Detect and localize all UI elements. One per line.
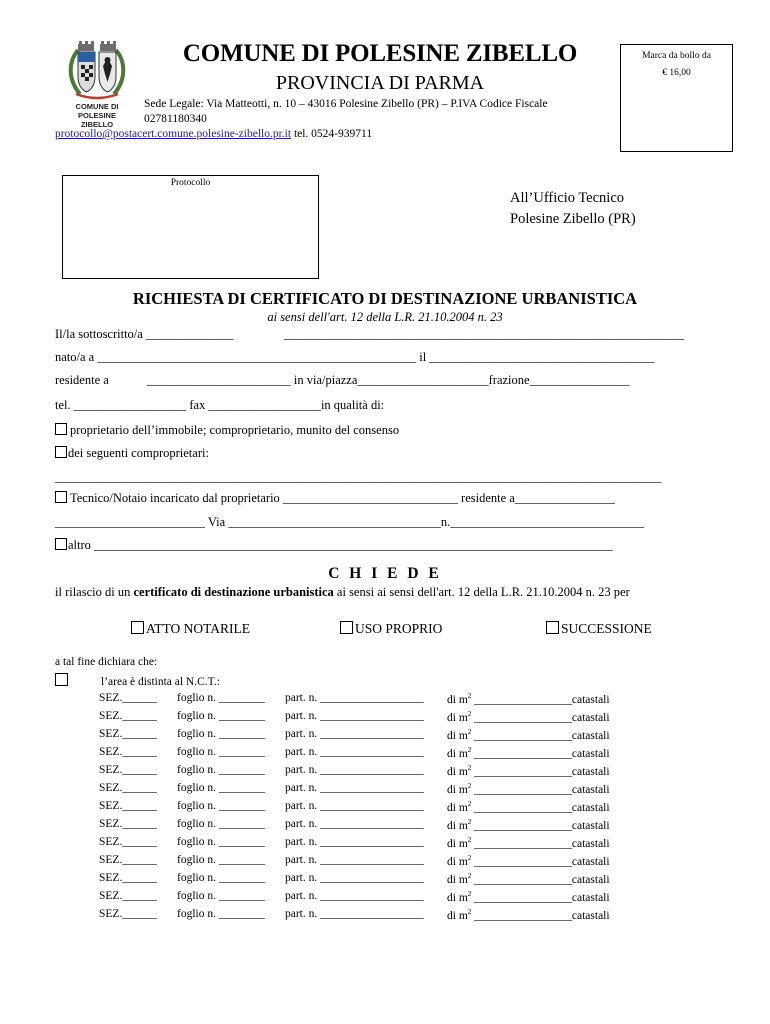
tecnico-checkbox[interactable] (55, 491, 67, 503)
area-unit-label: di m (447, 712, 468, 724)
sez-field[interactable]: SEZ.______ (99, 854, 157, 866)
foglio-field[interactable]: foglio n. ________ (177, 782, 265, 794)
nct-area-label: l’area è distinta al N.C.T.: (101, 676, 220, 688)
catastali-label: _________________catastali (471, 892, 610, 904)
recipient-line-1: All’Ufficio Tecnico (510, 190, 625, 206)
sottoscritto-fill-line[interactable]: ________________________________________________________________ (284, 327, 684, 341)
area-unit-label: di m (447, 892, 468, 904)
phone-fax-field[interactable]: tel. __________________ fax __________________in qualità di: (55, 398, 385, 412)
residence-address-field[interactable]: _______________________ in via/piazza_____________________frazione________________ (147, 373, 630, 387)
option-comproprietari-label: dei seguenti comproprietari: (68, 446, 209, 460)
area-unit-exponent: 2 (467, 782, 472, 790)
part-field[interactable]: part. n. __________________ (285, 872, 424, 884)
sez-field[interactable]: SEZ.______ (99, 728, 157, 740)
contact-line (55, 128, 372, 140)
catastali-label: _________________catastali (471, 766, 610, 778)
atto-notarile-label: ATTO NOTARILE (146, 621, 251, 636)
chiede-heading: C H I E D E (328, 565, 442, 582)
foglio-field[interactable]: foglio n. ________ (177, 746, 265, 758)
comproprietari-checkbox[interactable] (55, 446, 67, 458)
protocol-box-label: Protocollo (170, 178, 211, 188)
area-field[interactable] (447, 782, 610, 796)
foglio-field[interactable]: foglio n. ________ (177, 710, 265, 722)
foglio-field[interactable]: foglio n. ________ (177, 692, 265, 704)
area-unit-exponent: 2 (467, 872, 472, 880)
part-field[interactable]: part. n. __________________ (285, 782, 424, 794)
foglio-field[interactable]: foglio n. ________ (177, 908, 265, 920)
area-unit-label: di m (447, 874, 468, 886)
area-unit-label: di m (447, 856, 468, 868)
area-unit-label: di m (447, 802, 468, 814)
option-altro-label: altro ___________________________________________________________________________________ (68, 538, 613, 552)
area-unit-label: di m (447, 730, 468, 742)
area-unit-exponent: 2 (467, 854, 472, 862)
sez-field[interactable]: SEZ.______ (99, 800, 157, 812)
area-unit-exponent: 2 (467, 890, 472, 898)
area-field[interactable] (447, 692, 610, 706)
area-unit-exponent: 2 (467, 746, 472, 754)
stamp-box-label: Marca da bollo da (642, 51, 711, 61)
area-field[interactable] (447, 872, 610, 886)
part-field[interactable]: part. n. __________________ (285, 728, 424, 740)
foglio-field[interactable]: foglio n. ________ (177, 890, 265, 902)
area-unit-label: di m (447, 694, 468, 706)
part-field[interactable]: part. n. __________________ (285, 854, 424, 866)
protocol-box (62, 175, 319, 279)
request-statement (55, 585, 630, 600)
area-unit-exponent: 2 (467, 818, 472, 826)
logo-text-line2: POLESINE ZIBELLO (78, 111, 116, 129)
document-title: RICHIESTA DI CERTIFICATO DI DESTINAZIONE URBANISTICA (132, 289, 638, 308)
part-field[interactable]: part. n. __________________ (285, 908, 424, 920)
catastali-label: _________________catastali (471, 748, 610, 760)
option-proprietario (55, 423, 399, 438)
pec-email-link[interactable]: protocollo@postacert.comune.polesine-zibello.pr.it (55, 128, 292, 140)
area-field[interactable] (447, 836, 610, 850)
sez-field[interactable]: SEZ.______ (99, 782, 157, 794)
uso-proprio-label: USO PROPRIO (355, 621, 443, 636)
area-field[interactable] (447, 746, 610, 760)
area-unit-label: di m (447, 820, 468, 832)
foglio-field[interactable]: foglio n. ________ (177, 872, 265, 884)
successione-checkbox[interactable] (546, 621, 559, 634)
residence-label: residente a (55, 373, 109, 387)
comproprietari-names-line[interactable]: _________________________________________________________________________________________________ (55, 470, 662, 484)
sez-field[interactable]: SEZ.______ (99, 692, 157, 704)
area-field[interactable] (447, 854, 610, 868)
purpose-successione (546, 621, 652, 637)
part-field[interactable]: part. n. __________________ (285, 692, 424, 704)
sez-field[interactable]: SEZ.______ (99, 710, 157, 722)
area-field[interactable] (447, 890, 610, 904)
sez-field[interactable]: SEZ.______ (99, 872, 157, 884)
coat-of-arms-icon (64, 40, 130, 102)
foglio-field[interactable]: foglio n. ________ (177, 818, 265, 830)
foglio-field[interactable]: foglio n. ________ (177, 800, 265, 812)
part-field[interactable]: part. n. __________________ (285, 818, 424, 830)
stamp-box-amount: € 16,00 (662, 68, 691, 78)
successione-label: SUCCESSIONE (561, 621, 652, 636)
purpose-atto-notarile (131, 621, 250, 637)
request-text-before: il rilascio di un (55, 585, 134, 599)
catastali-label: _________________catastali (471, 694, 610, 706)
sottoscritto-field[interactable]: Il/la sottoscritto/a ______________ (55, 327, 234, 341)
proprietario-checkbox[interactable] (55, 423, 67, 435)
revenue-stamp-box (620, 44, 733, 152)
nct-checkbox[interactable] (55, 673, 68, 686)
request-text-bold: certificato di destinazione urbanistica (133, 585, 334, 599)
request-text-after: ai sensi ai sensi dell'art. 12 della L.R. 21.10.2004 n. 23 per (333, 585, 630, 599)
part-field[interactable]: part. n. __________________ (285, 890, 424, 902)
area-unit-exponent: 2 (467, 692, 472, 700)
logo-text-line1: COMUNE DI (75, 102, 119, 111)
catastali-label: _________________catastali (471, 820, 610, 832)
option-comproprietari (55, 446, 209, 461)
part-field[interactable]: part. n. __________________ (285, 746, 424, 758)
area-unit-exponent: 2 (467, 764, 472, 772)
province-subtitle: PROVINCIA DI PARMA (275, 72, 485, 94)
catastali-label: _________________catastali (471, 910, 610, 922)
option-altro (55, 538, 613, 553)
declaration-intro: a tal fine dichiara che: (55, 656, 158, 668)
address-line-1: Sede Legale: Via Matteotti, n. 10 – 43016 Polesine Zibello (PR) – P.IVA Codice Fiscale (144, 98, 548, 110)
part-field[interactable]: part. n. __________________ (285, 836, 424, 848)
part-field[interactable]: part. n. __________________ (285, 710, 424, 722)
recipient-line-2: Polesine Zibello (PR) (510, 211, 636, 227)
catastali-label: _________________catastali (471, 712, 610, 724)
area-field[interactable] (447, 800, 610, 814)
part-field[interactable]: part. n. __________________ (285, 764, 424, 776)
area-unit-exponent: 2 (467, 710, 472, 718)
sez-field[interactable]: SEZ.______ (99, 764, 157, 776)
part-field[interactable]: part. n. __________________ (285, 800, 424, 812)
area-unit-label: di m (447, 838, 468, 850)
foglio-field[interactable]: foglio n. ________ (177, 836, 265, 848)
foglio-field[interactable]: foglio n. ________ (177, 728, 265, 740)
area-unit-exponent: 2 (467, 908, 472, 916)
altro-checkbox[interactable] (55, 538, 67, 550)
area-field[interactable] (447, 728, 610, 742)
foglio-field[interactable]: foglio n. ________ (177, 854, 265, 866)
option-tecnico (55, 491, 615, 506)
area-field[interactable] (447, 764, 610, 778)
area-unit-label: di m (447, 910, 468, 922)
sez-field[interactable]: SEZ.______ (99, 836, 157, 848)
purpose-uso-proprio (340, 621, 442, 637)
foglio-field[interactable]: foglio n. ________ (177, 764, 265, 776)
uso-proprio-checkbox[interactable] (340, 621, 353, 634)
sez-field[interactable]: SEZ.______ (99, 890, 157, 902)
document-subtitle: ai sensi dell'art. 12 della L.R. 21.10.2004 n. 23 (267, 310, 503, 324)
area-field[interactable] (447, 818, 610, 832)
option-proprietario-label: proprietario dell’immobile; comproprietario, munito del consenso (70, 423, 400, 437)
catastali-label: _________________catastali (471, 856, 610, 868)
catastali-label: _________________catastali (471, 838, 610, 850)
option-tecnico-label: Tecnico/Notaio incaricato dal proprietario ____________________________ residente a________________ (70, 491, 615, 505)
area-unit-exponent: 2 (467, 800, 472, 808)
birthplace-date-field[interactable]: nato/a a ___________________________________________________ il ____________________________________ (55, 350, 655, 364)
sez-field[interactable]: SEZ.______ (99, 746, 157, 758)
municipality-title: COMUNE DI POLESINE ZIBELLO (182, 40, 578, 67)
atto-notarile-checkbox[interactable] (131, 621, 144, 634)
sez-field[interactable]: SEZ.______ (99, 908, 157, 920)
area-unit-label: di m (447, 766, 468, 778)
area-unit-exponent: 2 (467, 836, 472, 844)
catastali-label: _________________catastali (471, 802, 610, 814)
area-unit-label: di m (447, 748, 468, 760)
municipal-coat-of-arms-logo (64, 40, 130, 129)
address-line-2: 02781180340 (144, 113, 207, 125)
tecnico-address-line[interactable]: ________________________ Via __________________________________n._______________________________ (55, 515, 644, 529)
catastali-label: _________________catastali (471, 730, 610, 742)
sez-field[interactable]: SEZ.______ (99, 818, 157, 830)
area-field[interactable] (447, 908, 610, 922)
nct-checkbox-row (55, 673, 71, 688)
catastali-label: _________________catastali (471, 874, 610, 886)
catastali-label: _________________catastali (471, 784, 610, 796)
area-unit-exponent: 2 (467, 728, 472, 736)
area-field[interactable] (447, 710, 610, 724)
area-unit-label: di m (447, 784, 468, 796)
phone-number: tel. 0524-939711 (293, 128, 373, 140)
